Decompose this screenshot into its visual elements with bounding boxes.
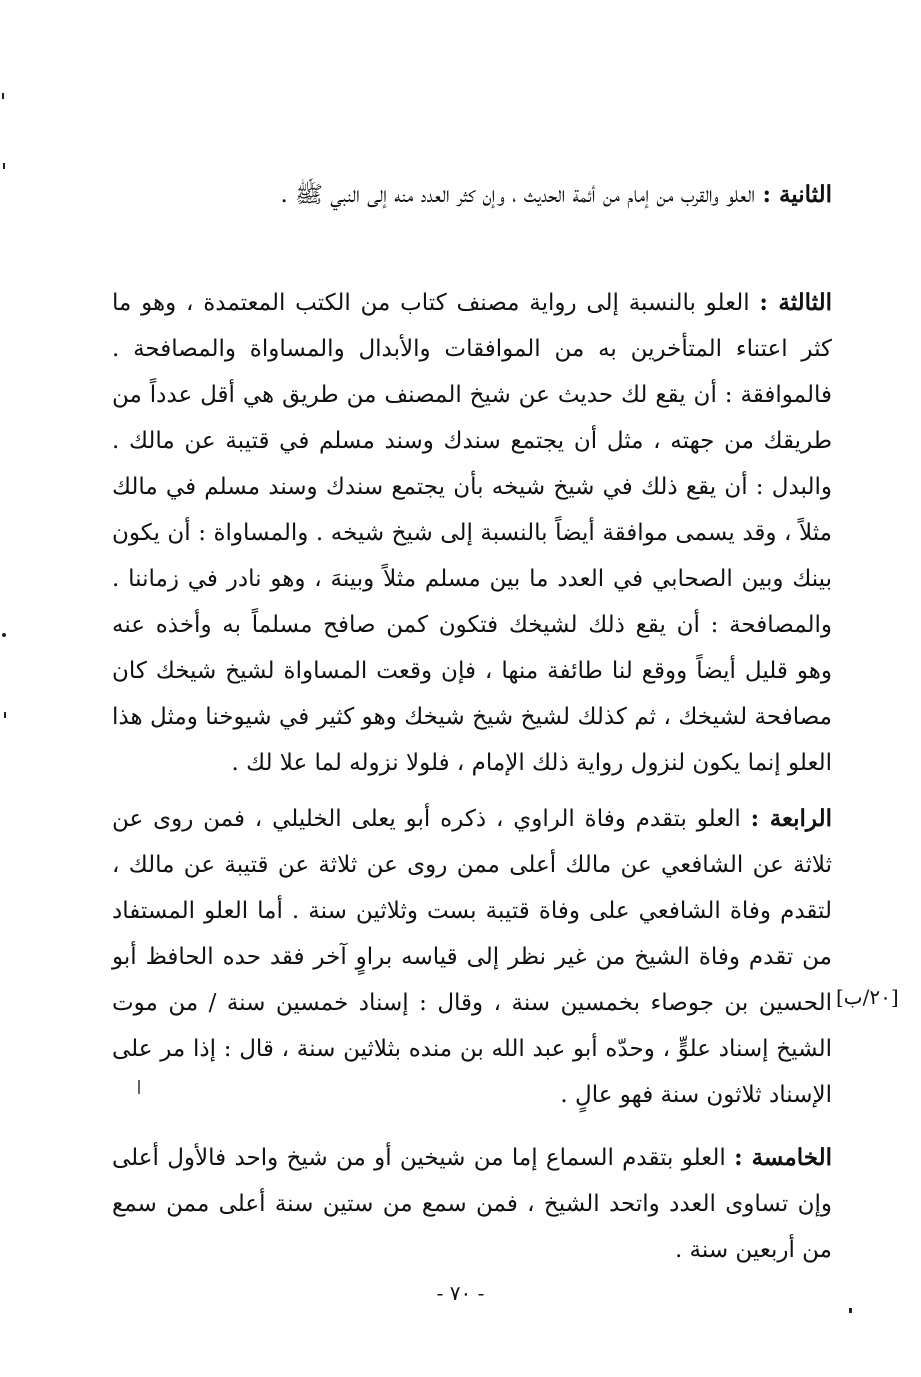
paragraph-term: الرابعة :	[750, 805, 832, 832]
paragraph-text: العلو بتقدم السماع إما من شيخين أو من شيخ واحد فالأول أعلى وإن تساوى العدد واتحد الشيخ ، فمن سمع من ستين سنة أعلى ممن سمع من أربعين سنة .	[112, 1145, 832, 1263]
paragraph-third	[112, 280, 832, 786]
paragraph-text: العلو بالنسبة إلى رواية مصنف كتاب من الكتب المعتمدة ، وهو ما كثر اعتناء المتأخرين به من الموافقات والأبدال والمساواة والمصافحة . فالموافقة : أن يقع لك حديث عن شيخ المصنف من طريق هي أقل عدداً من طريقك من جهته ، مثل أن يجتمع سندك وسند مسلم في قتيبة عن مالك . والبدل : أن يقع ذلك في شيخ شيخه بأن يجتمع سندك وسند مسلم في مالك مثلاً ، وقد يسمى موافقة أيضاً بالنسبة إلى شيخ شيخه . والمساواة : أن يكون بينك وبين الصحابي في العدد ما بين مسلم مثلاً وبينهَ ، وهو نادر في زماننا . والمصافحة : أن يقع ذلك لشيخك فتكون كمن صافح مسلماً به وأخذه عنه وهو قليل أيضاً ووقع لنا طائفة منها ، فإن وقعت المساواة لشيخ شيخك كان مصافحة لشيخك ، ثم كذلك لشيخ شيخ شيخك وهو كثير في شيوخنا ومثل هذا العلو إنما يكون لنزول رواية ذلك الإمام ، فلولا نزوله لما علا لك .	[112, 290, 832, 776]
paragraph-term: الثانية :	[762, 181, 832, 208]
paragraph-text: العلو بتقدم وفاة الراوي ، ذكره أبو يعلى الخليلي ، فمن روى عن ثلاثة عن الشافعي عن مالك أعلى ممن روى عن ثلاثة عن قتيبة عن مالك ، لتقدم وفاة الشافعي على وفاة قتيبة بست وثلاثين سنة . أما العلو المستفاد من تقدم وفاة الشيخ من غير نظر إلى قياسه براوٍ آخر فقد حده الحافظ أبو الحسين بن جوصاء بخمسين سنة ، وقال : إسناد خمسين سنة / من موت الشيخ إسناد علوٍّ ، وحدّه أبو عبد الله بن منده بثلاثين سنة ، قال : إذا مر على الإسناد ثلاثون سنة فهو عالٍ .	[112, 806, 832, 1108]
paragraph-term: الخامسة :	[734, 1144, 832, 1171]
paragraph-fourth	[112, 796, 832, 1118]
scan-mark	[4, 712, 6, 718]
scan-mark	[3, 163, 5, 169]
scan-mark	[849, 1308, 852, 1313]
scan-mark	[138, 1080, 140, 1094]
paragraph-fifth	[112, 1135, 832, 1273]
manuscript-folio-note: [٢٠/ب]	[836, 985, 899, 1009]
page-number: - ٧٠ -	[436, 1281, 485, 1305]
paragraph-text: العلو والقرب من إمام من أئمة الحديث ، وإن كثر العدد منه إلى النبي ﷺ .	[280, 182, 763, 208]
paragraph-term: الثالثة :	[759, 289, 833, 316]
paragraph-second	[112, 172, 832, 218]
scan-mark	[2, 93, 4, 99]
scan-mark	[2, 633, 6, 637]
